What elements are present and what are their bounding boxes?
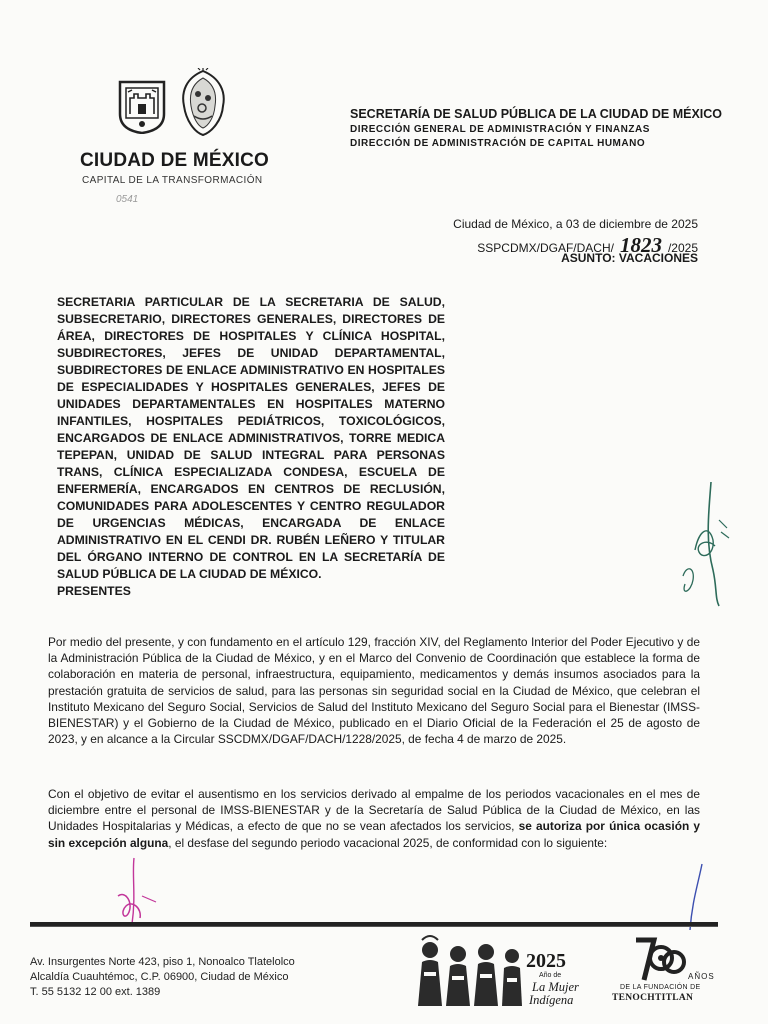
body-paragraph-2 bbox=[48, 786, 700, 851]
handwritten-note: 0541 bbox=[116, 194, 139, 205]
subject-line: ASUNTO: VACACIONES bbox=[561, 251, 698, 265]
recipients-closing: PRESENTES bbox=[57, 584, 131, 598]
anniversary-line-1: DE LA FUNDACIÓN DE bbox=[620, 984, 701, 991]
folio-suffix: /2025 bbox=[667, 241, 698, 255]
address-line-2: Alcaldía Cuauhtémoc, C.P. 06900, Ciudad de México bbox=[30, 971, 289, 983]
footer-divider bbox=[30, 922, 718, 927]
city-name: CIUDAD DE MÉXICO bbox=[80, 150, 269, 171]
anniversary-word: AÑOS bbox=[688, 972, 715, 981]
year-number: 2025 bbox=[526, 950, 566, 972]
paragraph-2-start: Con el objetivo de evitar el ausentismo en los servicios derivado al empalme de los periodos vacacionales en el mes de diciembre entre el personal de IMSS-BIENESTAR y de la Secretaría de Salud Pública de la Ciudad de México, en las Unidades Hospitalarias y Médicas, a efecto de que no se vean afectados los servicios, bbox=[48, 787, 700, 834]
folio-number: 1823 bbox=[619, 233, 662, 257]
city-tagline: CAPITAL DE LA TRANSFORMACIÓN bbox=[82, 175, 263, 186]
body-paragraph-1: Por medio del presente, y con fundamento en el artículo 129, fracción XIV, del Reglamento Interior del Poder Ejecutivo y de la Administración Pública de la Ciudad de México, y en el Marco del Convenio de Coordinación que establece la forma de colaboración en materia de personal, infraestructura, equipamiento, medicamentos y demás insumos asociados para la prestación gratuita de servicios de salud, para las personas sin seguridad social en la Ciudad de México, que celebran el Instituto Mexicano del Seguro Social, Servicios de Salud del Instituto Mexicano del Seguro Social para el Bienestar (IMSS-BIENESTAR) y el Gobierno de la Ciudad de México, publicado en el Diario Oficial de la Federación el 25 de agosto de 2023, y en alcance a la Circular SSCDMX/DGAF/DACH/1228/2025, de fecha 4 de marzo de 2025. bbox=[48, 635, 700, 747]
address-line-1: Av. Insurgentes Norte 423, piso 1, Nonoalco Tlatelolco bbox=[30, 956, 295, 968]
recipients-block bbox=[57, 294, 445, 600]
recipients-list: SECRETARIA PARTICULAR DE LA SECRETARIA DE SALUD, SUBSECRETARIO, DIRECTORES GENERALES, DIRECTORES DE ÁREA, DIRECTORES DE HOSPITALES Y CLÍNICA HOSPITAL, SUBDIRECTORES, JEFES DE UNIDAD DEPARTAMENTAL, SUBDIRECTORES DE ENLACE ADMINISTRATIVO EN HOSPITALES DE ESPECIALIDADES Y HOSPITALES GENERALES, JEFES DE UNIDADES DEPARTAMENTALES EN HOSPITALES MATERNO INFANTILES, HOSPITALES PEDIÁTRICOS, TOXICOLÓGICOS, ENCARGADOS DE ENLACE ADMINISTRATIVOS, TORRE MEDICA TEPEPAN, UNIDAD DE SALUD INTEGRAL PARA PERSONAS TRANS, CLÍNICA ESPECIALIZADA CONDESA, ESCUELA DE ENFERMERÍA, ENCARGADOS EN CENTROS DE RECLUSIÓN, COMUNIDADES PARA ADOLESCENTES Y CENTRO REGULADOR DE URGENCIAS MÉDICAS, ENCARGADA DE ENLACE ADMINISTRATIVO EN EL CENDI DR. RUBÉN LEÑERO Y TITULAR DEL ÓRGANO INTERNO DE CONTROL EN LA SECRETARÍA DE SALUD PÚBLICA DE LA CIUDAD DE MÉXICO. bbox=[57, 295, 445, 581]
cdmx-shield-logo bbox=[118, 80, 166, 134]
year-small-text: Año de bbox=[539, 972, 562, 979]
place-date: Ciudad de México, a 03 de diciembre de 2025 bbox=[453, 217, 698, 231]
year-dedication-line-1: La Mujer bbox=[532, 980, 579, 994]
indigenous-women-illustration bbox=[414, 932, 524, 1006]
phone-number: T. 55 5132 12 00 ext. 1389 bbox=[30, 986, 161, 998]
direction-general: DIRECCIÓN GENERAL DE ADMINISTRACIÓN Y FINANZAS bbox=[350, 124, 650, 135]
secretariat-title: SECRETARÍA DE SALUD PÚBLICA DE LA CIUDAD DE MÉXICO bbox=[350, 107, 723, 121]
anniversary-700-logo bbox=[634, 936, 686, 982]
secretariat-seal-logo bbox=[176, 68, 230, 138]
handwritten-signature bbox=[675, 480, 735, 610]
pink-ink-initial bbox=[112, 856, 162, 926]
folio-prefix: SSPCDMX/DGAF/DACH/ bbox=[477, 241, 614, 255]
year-dedication-line-2: Indígena bbox=[529, 993, 574, 1007]
anniversary-line-2: TENOCHTITLAN bbox=[612, 993, 694, 1003]
paragraph-2-end: , el desfase del segundo periodo vacacional 2025, de conformidad con lo siguiente: bbox=[168, 835, 608, 850]
direction-hr: DIRECCIÓN DE ADMINISTRACIÓN DE CAPITAL HUMANO bbox=[350, 138, 646, 149]
paragraph-2-emphasis: se autoriza por única ocasión y sin excepción alguna bbox=[48, 819, 700, 850]
